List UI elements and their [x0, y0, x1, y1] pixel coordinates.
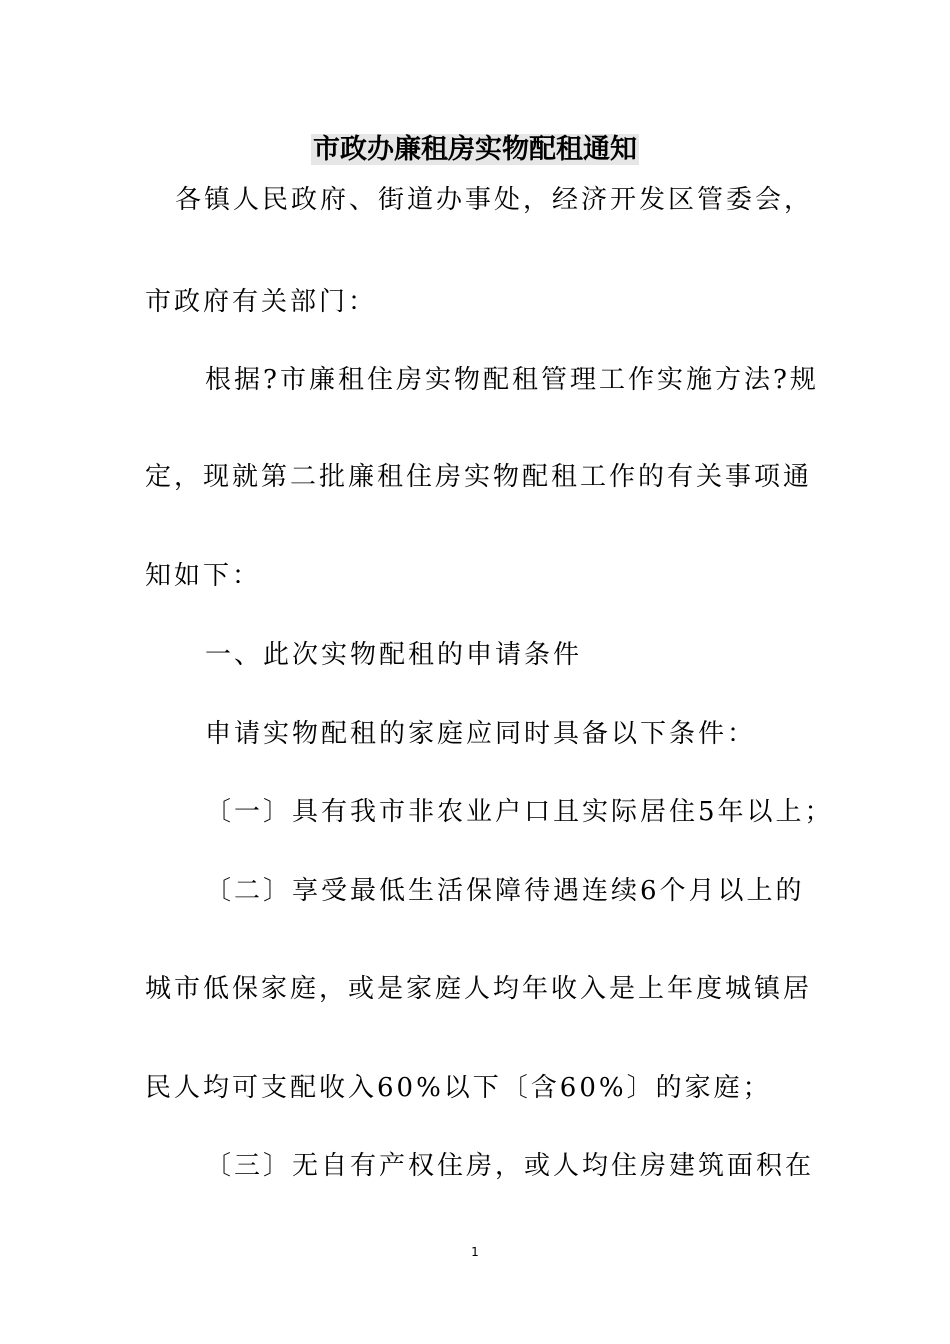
salutation-line-2: 市政府有关部门： — [145, 287, 378, 317]
condition-item-2-line-1: 〔二〕享受最低生活保障待遇连续6个月以上的 — [205, 876, 805, 906]
condition-item-1: 〔一〕具有我市非农业户口且实际居住5年以上； — [205, 797, 834, 827]
section-1-intro: 申请实物配租的家庭应同时具备以下条件： — [205, 719, 757, 749]
condition-item-3-line-1: 〔三〕无自有产权住房，或人均住房建筑面积在 — [205, 1151, 815, 1181]
paragraph-1-line-2: 定，现就第二批廉租住房实物配租工作的有关事项通 — [145, 462, 813, 492]
section-1-heading: 一、此次实物配租的申请条件 — [205, 640, 583, 670]
condition-item-2-line-2: 城市低保家庭，或是家庭人均年收入是上年度城镇居 — [145, 974, 813, 1004]
document-title — [0, 130, 950, 170]
document-title-text: 市政办廉租房实物配租通知 — [313, 134, 637, 165]
salutation-line-1: 各镇人民政府、街道办事处，经济开发区管委会， — [175, 185, 814, 215]
condition-item-2-line-3: 民人均可支配收入60%以下〔含60%〕的家庭； — [145, 1073, 772, 1103]
paragraph-1-line-1: 根据?市廉租住房实物配租管理工作实施方法?规 — [205, 365, 819, 395]
paragraph-1-line-3: 知如下： — [145, 561, 262, 591]
page-number: 1 — [471, 1245, 479, 1259]
